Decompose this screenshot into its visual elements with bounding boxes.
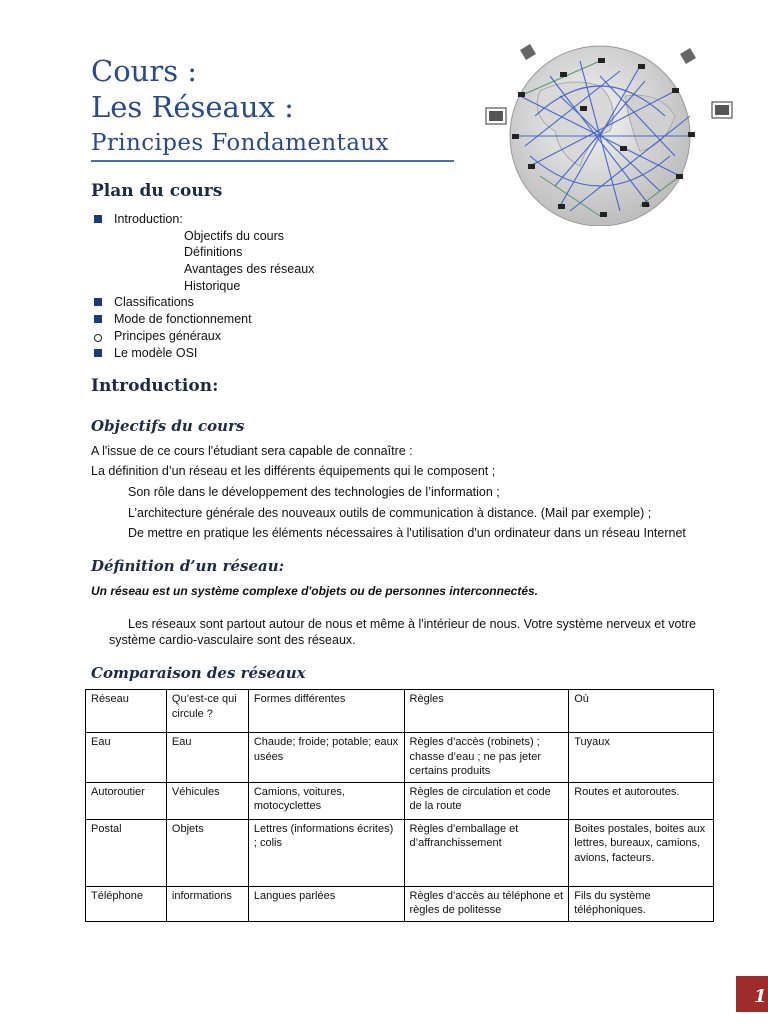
- objectives-line: Son rôle dans le développement des technologies de l’information ;: [128, 485, 500, 499]
- table-cell: Autoroutier: [86, 782, 167, 819]
- objectives-line: La définition d’un réseau et les différents équipements qui le composent ;: [91, 464, 496, 478]
- definition-heading: Définition d’un réseau:: [91, 557, 285, 575]
- table-header-cell: Réseau: [86, 690, 167, 733]
- table-cell: informations: [166, 886, 248, 921]
- course-label: Cours :: [91, 54, 198, 88]
- definition-paragraph: Les réseaux sont partout autour de nous et même à l'intérieur de nous. Votre système nerveux et votre système cardio-vasculaire sont des réseaux.: [109, 617, 696, 647]
- title-underline: [91, 160, 454, 162]
- table-cell: Tuyaux: [569, 733, 714, 783]
- table-cell: Véhicules: [166, 782, 248, 819]
- table-cell: Camions, voitures, motocyclettes: [248, 782, 404, 819]
- table-row: [86, 782, 714, 819]
- square-bullet-icon: [94, 349, 102, 357]
- table-cell: Chaude; froide; potable; eaux usées: [248, 733, 404, 783]
- table-cell: Eau: [166, 733, 248, 783]
- table-cell: Règles d’accès (robinets) ; chasse d’eau ; ne pas jeter certains produits: [404, 733, 569, 783]
- table-cell: Fils du système téléphoniques.: [569, 886, 714, 921]
- definition-statement: Un réseau est un système complexe d'objets ou de personnes interconnectés.: [91, 584, 538, 598]
- table-cell: Règles d’accès au téléphone et règles de politesse: [404, 886, 569, 921]
- objectives-line: L’architecture générale des nouveaux outils de communication à distance. (Mail par exemple) ;: [128, 506, 652, 520]
- table-cell: Postal: [86, 819, 167, 886]
- plan-heading: Plan du cours: [91, 181, 223, 201]
- objectives-line: De mettre en pratique les éléments nécessaires à l'utilisation d'un ordinateur dans un réseau Internet: [128, 526, 686, 540]
- page-number: 1: [754, 986, 767, 1007]
- table-cell: Règles de circulation et code de la route: [404, 782, 569, 819]
- network-globe-illustration: [460, 36, 750, 226]
- square-bullet-icon: [94, 215, 102, 223]
- table-header-cell: Règles: [404, 690, 569, 733]
- table-cell: Règles d’emballage et d’affranchissement: [404, 819, 569, 886]
- table-header-cell: Qu’est-ce qui circule ?: [166, 690, 248, 733]
- comparison-heading: Comparaison des réseaux: [91, 664, 306, 682]
- comparison-table: [85, 689, 714, 922]
- table-header-cell: Formes différentes: [248, 690, 404, 733]
- square-bullet-icon: [94, 315, 102, 323]
- table-cell: Routes et autoroutes.: [569, 782, 714, 819]
- course-title: Les Réseaux :: [91, 90, 294, 124]
- table-header-row: [86, 690, 714, 733]
- table-cell: Boites postales, boites aux lettres, bureaux, camions, avions, facteurs.: [569, 819, 714, 886]
- square-bullet-icon: [94, 298, 102, 306]
- objectives-heading: Objectifs du cours: [91, 417, 245, 435]
- circle-bullet-icon: [94, 334, 102, 342]
- table-header-cell: Où: [569, 690, 714, 733]
- introduction-heading: Introduction:: [91, 376, 219, 396]
- table-cell: Eau: [86, 733, 167, 783]
- objectives-line: A l'issue de ce cours l'étudiant sera capable de connaître :: [91, 444, 413, 458]
- table-row: [86, 886, 714, 921]
- table-cell: Objets: [166, 819, 248, 886]
- table-row: [86, 733, 714, 783]
- table-cell: Lettres (informations écrites) ; colis: [248, 819, 404, 886]
- table-cell: Téléphone: [86, 886, 167, 921]
- course-subtitle: Principes Fondamentaux: [91, 130, 389, 156]
- table-cell: Langues parlées: [248, 886, 404, 921]
- table-row: [86, 819, 714, 886]
